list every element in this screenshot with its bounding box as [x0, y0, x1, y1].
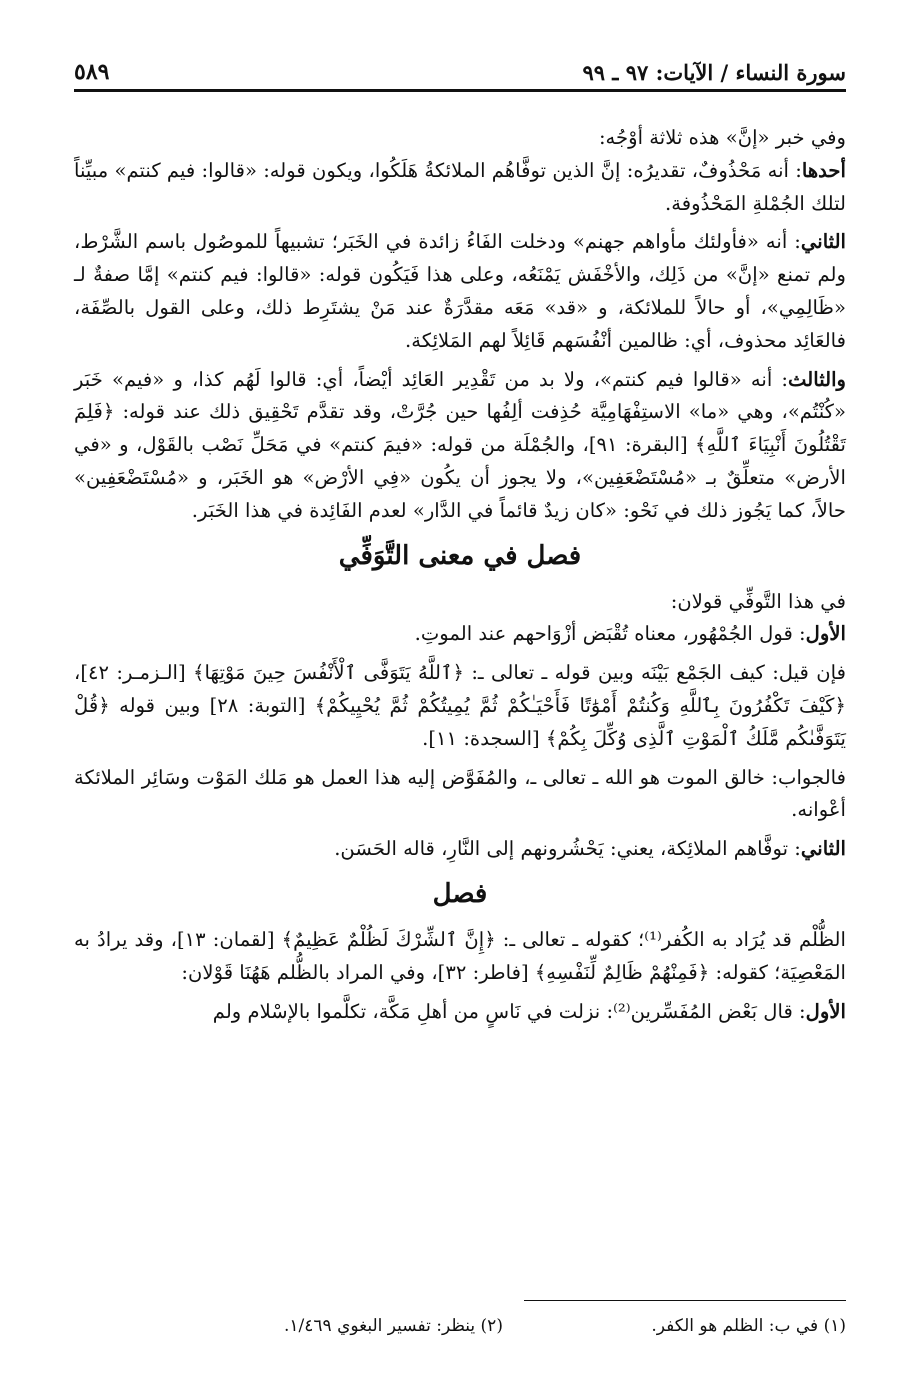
paragraph	[74, 924, 846, 990]
paragraph	[74, 618, 846, 651]
paragraph-text: : قول الجُمْهُور، معناه تُقْبَض أزْوَاحهم عند الموتِ.	[414, 622, 806, 646]
footnote-1: (١) في ب: الظلم هو الكفر.	[651, 1316, 846, 1336]
paragraph-lead: الأول	[805, 999, 846, 1023]
section-tawaffi-paragraphs	[74, 586, 846, 866]
footnote-divider	[524, 1300, 846, 1301]
section-heading-tawaffi: فصل في معنى التَّوَفِّي	[338, 540, 582, 571]
paragraph	[74, 226, 846, 357]
paragraph-lead: أحدها	[801, 158, 846, 182]
paragraph	[74, 657, 846, 755]
paragraph	[74, 586, 846, 619]
footnote-2: (٢) ينظر: تفسير البغوي ١/٤٦٩.	[284, 1316, 503, 1336]
paragraph-lead: الثاني	[800, 230, 846, 254]
page-body	[74, 122, 846, 1034]
paragraph-text: : توفَّاهم الملائِكة، يعني: يَحْشُرونهم إلى النَّارِ، قاله الحَسَن.	[334, 837, 801, 861]
paragraph-text: في هذا التَّوفِّي قولان:	[670, 589, 846, 613]
paragraph-lead: الأول	[805, 622, 846, 646]
paragraph	[74, 122, 846, 155]
paragraph-lead: الثاني	[800, 837, 846, 861]
section-heading-fasl: فصل	[432, 878, 488, 909]
paragraph-text: وفي خبر «إنَّ» هذه ثلاثة أوْجُه:	[598, 126, 846, 149]
paragraph	[74, 762, 846, 828]
section-zulm-paragraphs	[74, 924, 846, 1028]
paragraph	[74, 364, 846, 528]
paragraph-text: الظُّلْم قد يُرَاد به الكُفر⁽¹⁾؛ كقوله ـ تعالى ـ: ﴿إِنَّ ٱلشِّرْكَ لَظُلْمٌ عَظِيمٌ﴾ [لقمان: ١٣]، وقد يرادُ به المَعْصِيَة؛ كقوله: ﴿فَمِنْهُمْ ظَالِمٌ لِّنَفْسِهِ﴾ [فاطر: ٣٢]، وفي المراد بالظُّلم هَهُنَا قَوْلان:	[74, 927, 846, 984]
paragraph-lead: والثالث	[788, 367, 846, 391]
paragraph	[74, 833, 846, 866]
paragraph-text: فإن قيل: كيف الجَمْع بَيْنَه وبين قوله ـ تعالى ـ: ﴿ٱللَّهُ يَتَوَفَّى ٱلْأَنْفُسَ حِينَ مَوْتِهَا﴾ [الـزمـر: ٤٢]، ﴿كَيْفَ تَكْفُرُونَ بِٱللَّهِ وَكُنتُمْ أَمْوَٰتًا فَأَحْيَـٰكُمْ ثُمَّ يُمِيتُكُمْ ثُمَّ يُحْيِيكُمْ﴾ [التوبة: ٢٨] وبين قوله ﴿قُلْ يَتَوَفَّىٰكُم مَّلَكُ ٱلْمَوْتِ ٱلَّذِى وُكِّلَ بِكُمْ﴾ [السجدة: ١١].	[74, 661, 846, 750]
paragraph-text: : أنه «قالوا فيم كنتم»، ولا بد من تَقْدِير العَائِد أيْضاً، أي: قالوا لَهُم كذا، و «فيم» خَبَر «كُنْتُم»، وهي «ما» الاستِفْهَامِيَّة حُذِفت ألِفُها حين جُرَّتْ، وقد تقدَّم تَحْقِيق ذلك عند قوله: ﴿فَلِمَ تَقْتُلُونَ أَنْبِيَاءَ ٱللَّهِ﴾ [البقرة: ٩١]، والجُمْلَة من قوله: «فيمَ كنتم» في مَحَلِّ نَصْب بالقَوْل، و «في الأرض» متعلِّقٌ بـ «مُسْتَضْعَفِين»، ولا يجوز أن يكُون «فِي الأرْض» هو الخَبَر، و «مُسْتَضْعَفِين» حالاً، كما يَجُوز ذلك في نَحْو: «كان زيدٌ قائماً في الدَّار» لعدم الفَائِدة في هذا الخَبَر.	[74, 367, 846, 522]
paragraph-text: : قال بَعْض المُفَسِّرين⁽²⁾: نزلت في نَاسٍ من أهلِ مَكَّة، تكلَّموا بالإسْلام ولم	[212, 999, 806, 1023]
paragraph	[74, 996, 846, 1029]
intro-paragraphs	[74, 122, 846, 528]
paragraph-text: : أنه مَحْذُوفٌ، تقديرُه: إنَّ الذين توفَّاهُم الملائكةُ هَلَكُوا، ويكون قوله: «قالوا: فيم كنتم» مبيِّناً لتلك الجُمْلةِ المَحْذُوفة.	[74, 158, 846, 215]
header-title: سورة النساء / الآيات: ٩٧ ـ ٩٩	[582, 60, 846, 85]
paragraph-text: : أنه «فأولئك مأواهم جهنم» ودخلت الفَاءُ زائدة في الخَبَر؛ تشبيهاً للموصُول باسم الشَّرْط، ولم تمنع «إنَّ» من ذَلِك، والأخْفَش يَمْنَعُه، وعلى هذا فَيَكُون قوله: «قالوا: فيم كنتم» إمَّا صفةٌ لـ «ظَالِمِي»، أو حالاً للملائكة، و «قد» مَعَه مقدَّرَةٌ عند مَنْ يشتَرِط ذلك، وعلى القول بالصِّفَة، فالعَائِد محذوف، أي: ظالمين أنْفُسَهم قَائِلاً لهم المَلائِكة.	[74, 230, 846, 352]
footnotes	[74, 1313, 846, 1339]
paragraph	[74, 155, 846, 221]
running-header	[74, 52, 846, 92]
paragraph-text: فالجواب: خالق الموت هو الله ـ تعالى ـ، والمُفَوَّض إليه هذا العمل هو مَلك المَوْت وسَائِر الملائكة أعْوانه.	[74, 765, 846, 822]
page-number: ٥٨٩	[74, 59, 110, 85]
